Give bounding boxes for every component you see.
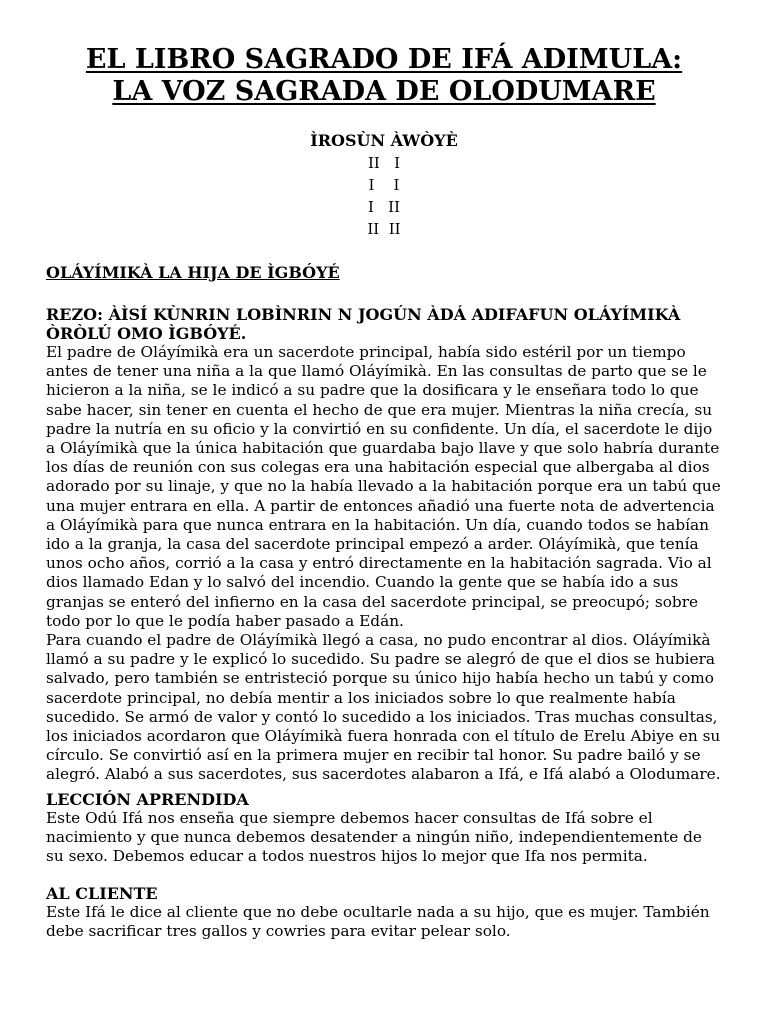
odu-mark-row-3: I II (367, 198, 401, 216)
odu-mark-row-2: I I (368, 176, 400, 194)
client-text: Este Ifá le dice al cliente que no debe ocultarle nada a su hijo, que es mujer. También debe sacrificar tres gallos y cowries para evitar pelear solo. (46, 903, 710, 941)
document-title (46, 44, 722, 108)
odu-sign (46, 130, 722, 240)
rezo-heading: REZO: ÀÌSÍ KÙNRIN LOBÌNRIN N JOGÚN ÀDÁ ADIFAFUN OLÁYÍMIKÀ ÒRÒLÚ OMO ÌGBÓYÉ. (46, 305, 681, 343)
odu-name: ÌROSÙN ÀWÒYÈ (310, 131, 458, 150)
lesson-heading: LECCIÓN APRENDIDA (46, 789, 249, 809)
client-heading: AL CLIENTE (46, 884, 158, 904)
odu-mark-row-1: II I (367, 154, 401, 172)
lesson-text: Este Odú Ifá nos enseña que siempre debemos hacer consultas de Ifá sobre el nacimiento y que nunca debemos desatender a ningún niño, independientemente de su sexo. Debemos educar a todos nuestros hijos lo mejor que Ifa nos permita. (46, 808, 702, 866)
title-line-2: LA VOZ SAGRADA DE OLODUMARE (112, 76, 656, 107)
odu-mark-row-4: II II (367, 220, 401, 238)
story-title: OLÁYÍMIKÀ LA HIJA DE ÌGBÓYÉ (46, 263, 340, 282)
story-paragraph: El padre de Oláyímikà era un sacerdote principal, había sido estéril por un tiempo antes de tener una niña a la que llamó Oláyímikà. En las consultas de parto que se le hicieron a la niña, se le indicó a su padre que la dosificara y le enseñara todo lo que sabe hacer, sin tener en cuenta el hecho de que era mujer. Mientras la niña crecía, su padre la nutría en su oficio y la convirtió en su confidente. Un día, el sacerdote le dijo a Oláyímikà que la única habitación que guardaba bajo llave y que solo habría durante los días de reunión con sus colegas era una habitación especial que albergaba al dios adorado por su linaje, y que no la había llevado a la habitación porque era un tabú que una mujer entrara en ella. A partir de entonces añadió una fuerte nota de advertencia a Oláyímikà para que nunca entrara en la habitación. Un día, cuando todos se habían ido a la granja, la casa del sacerdote principal empezó a arder. Oláyímikà, que tenía unos ocho años, corrió a la casa y entró directamente en la habitación sagrada. Vio al dios llamado Edan y lo salvó del incendio. Cuando la gente que se había ido a sus granjas se enteró del infierno en la casa del sacerdote principal, se preocupó; sobre todo por lo que le podía haber pasado a Edán. (46, 343, 721, 630)
title-line-1: EL LIBRO SAGRADO DE IFÁ ADIMULA: (85, 44, 683, 75)
story-paragraph-2: Para cuando el padre de Oláyímikà llegó a casa, no pudo encontrar al dios. Oláyímikà llamó a su padre y le explicó lo sucedido. Su padre se alegró de que el dios se hubiera salvado, pero también se entristeció porque su único hijo había hecho un tabú y como sacerdote principal, no debía mentir a los iniciados sobre lo que realmente había sucedido. Se armó de valor y contó lo sucedido a los iniciados. Tras muchas consultas, los iniciados acordaron que Oláyímikà fuera honrada con el título de Erelu Abiye en su círculo. Se convirtió así en la primera mujer en recibir tal honor. Su padre bailó y se alegró. Alabó a sus sacerdotes, sus sacerdotes alabaron a Ifá, e Ifá alabó a Olodumare. (46, 631, 721, 784)
